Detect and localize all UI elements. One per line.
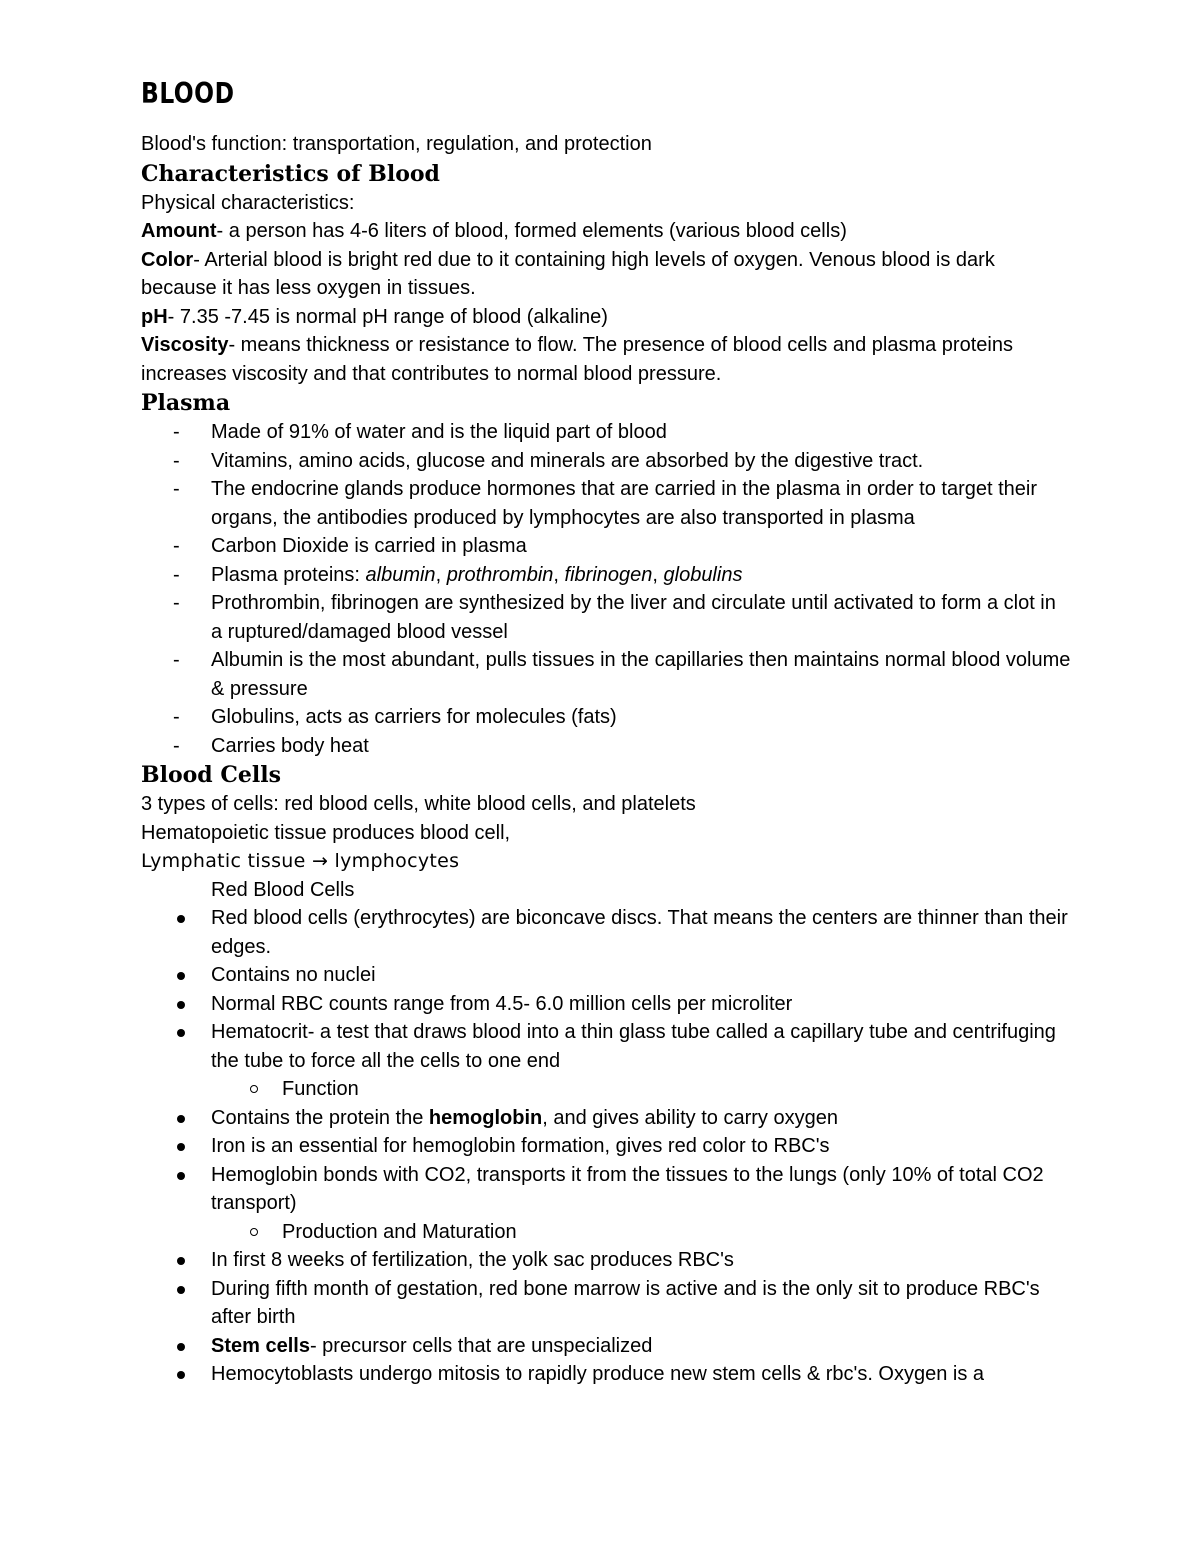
color-label: Color — [141, 248, 194, 271]
amount-paragraph — [141, 217, 1071, 246]
list-item-text: Carbon Dioxide is carried in plasma — [211, 535, 527, 557]
bullet-icon — [177, 915, 185, 923]
bullet-icon — [177, 972, 185, 980]
amount-text: - a person has 4-6 liters of blood, formed elements (various blood cells) — [216, 220, 847, 242]
list-item-text: Hemocytoblasts undergo mitosis to rapidly produce new stem cells & rbc's. Oxygen is a — [211, 1363, 985, 1385]
plasma-list — [141, 418, 1071, 760]
bullet-icon — [177, 1115, 185, 1123]
protein-fibrinogen: fibrinogen — [564, 563, 653, 586]
circle-bullet-icon — [250, 1228, 258, 1236]
list-item-text: Made of 91% of water and is the liquid part of blood — [211, 421, 667, 443]
color-paragraph — [141, 246, 1071, 303]
dash-marker: - — [173, 535, 180, 557]
amount-label: Amount — [141, 220, 217, 242]
protein-prothrombin: prothrombin — [446, 563, 554, 586]
list-item-text: Production and Maturation — [282, 1220, 517, 1243]
protein-globulins: globulins — [663, 563, 743, 586]
ph-paragraph — [141, 303, 1071, 332]
list-item — [141, 990, 1071, 1019]
hemoglobin-suffix: , and gives ability to carry oxygen — [542, 1106, 838, 1129]
list-item-text: In first 8 weeks of fertilization, the yolk sac produces RBC's — [211, 1249, 734, 1271]
list-item-text: Globulins, acts as carriers for molecules (fats) — [211, 706, 617, 728]
physical-characteristics-label: Physical characteristics: — [141, 191, 355, 214]
hemoglobin-item — [141, 1104, 1071, 1133]
dash-marker: - — [173, 478, 180, 500]
list-item-text: The endocrine glands produce hormones that are carried in the plasma in order to target their organs, the antibodies produced by lymphocytes are also transported in plasma — [211, 478, 1038, 529]
viscosity-paragraph — [141, 331, 1071, 388]
dash-marker: - — [173, 649, 180, 671]
list-item — [141, 1132, 1071, 1161]
hemoglobin-term: hemoglobin — [428, 1106, 543, 1129]
list-item — [141, 904, 1071, 961]
production-subheading — [141, 1218, 1071, 1247]
list-item — [141, 703, 1071, 732]
bullet-icon — [177, 1286, 185, 1294]
list-item-text: Vitamins, amino acids, glucose and minerals are absorbed by the digestive tract. — [211, 449, 924, 472]
intro-line: Blood's function: transportation, regulation, and protection — [141, 133, 652, 155]
document-page — [141, 72, 1071, 1389]
list-item-text: Normal RBC counts range from 4.5- 6.0 million cells per microliter — [211, 992, 793, 1015]
list-item — [141, 1360, 1071, 1389]
bullet-icon — [177, 1172, 185, 1180]
comma: , — [553, 563, 565, 586]
bullet-icon — [177, 1143, 185, 1151]
document-title: BLOOD — [141, 77, 235, 111]
list-item-text: Function — [282, 1078, 359, 1100]
rbc-list — [141, 904, 1071, 1389]
plasma-heading: Plasma — [141, 390, 231, 416]
lymphatic-line: Lymphatic tissue → lymphocytes — [141, 850, 460, 872]
list-item-text: Prothrombin, fibrinogen are synthesized by the liver and circulate until activated to form a clot in a ruptured/damaged blood vessel — [211, 592, 1056, 643]
rbc-subheading: Red Blood Cells — [211, 878, 355, 901]
hemoglobin-prefix: Contains the protein the — [211, 1106, 429, 1129]
bullet-icon — [177, 1029, 185, 1037]
stem-cells-term: Stem cells — [211, 1334, 310, 1357]
function-subheading — [141, 1075, 1071, 1104]
list-item-text: Albumin is the most abundant, pulls tissues in the capillaries then maintains normal blood volume & pressure — [211, 649, 1071, 700]
bullet-icon — [177, 1257, 185, 1265]
blood-cells-heading: Blood Cells — [141, 762, 281, 788]
list-item — [141, 1275, 1071, 1332]
hematopoietic-line: Hematopoietic tissue produces blood cell, — [141, 821, 511, 844]
stem-cells-item — [141, 1332, 1071, 1361]
dash-marker: - — [173, 706, 180, 728]
list-item-text: Hemoglobin bonds with CO2, transports it from the tissues to the lungs (only 10% of total CO2 transport) — [211, 1163, 1044, 1214]
ph-text: - 7.35 -7.45 is normal pH range of blood (alkaline) — [167, 305, 608, 328]
list-item-text: Carries body heat — [211, 734, 369, 757]
protein-albumin: albumin — [365, 563, 436, 586]
list-item — [141, 732, 1071, 761]
viscosity-label: Viscosity — [141, 334, 229, 356]
dash-marker: - — [173, 421, 180, 443]
bullet-icon — [177, 1343, 185, 1351]
list-item — [141, 1246, 1071, 1275]
characteristics-heading: Characteristics of Blood — [141, 160, 440, 187]
list-item — [141, 589, 1071, 646]
stem-cells-text: - precursor cells that are unspecialized — [309, 1334, 653, 1357]
list-item — [141, 646, 1071, 703]
list-item-text: During fifth month of gestation, red bone marrow is active and is the only sit to produce RBC's after birth — [211, 1277, 1040, 1328]
color-text: - Arterial blood is bright red due to it containing high levels of oxygen. Venous blood is dark because it has less oxygen in tissues. — [141, 248, 995, 299]
comma: , — [652, 563, 664, 586]
list-item-text: Contains no nuclei — [211, 964, 376, 986]
plasma-proteins-item — [141, 561, 1071, 590]
viscosity-text: - means thickness or resistance to flow. The presence of blood cells and plasma proteins increases viscosity and that contributes to normal blood pressure. — [141, 334, 1013, 385]
dash-marker: - — [173, 449, 180, 472]
circle-bullet-icon — [250, 1085, 258, 1093]
list-item-text: Hematocrit- a test that draws blood into a thin glass tube called a capillary tube and centrifuging the tube to force all the cells to one end — [211, 1021, 1056, 1072]
dash-marker: - — [173, 563, 180, 586]
list-item-text: Red blood cells (erythrocytes) are biconcave discs. That means the centers are thinner than their edges. — [211, 907, 1068, 958]
bullet-icon — [177, 1001, 185, 1009]
list-item — [141, 475, 1071, 532]
bullet-icon — [177, 1371, 185, 1379]
dash-marker: - — [173, 734, 180, 757]
proteins-prefix: Plasma proteins: — [211, 563, 366, 586]
comma: , — [435, 563, 447, 586]
list-item — [141, 1018, 1071, 1075]
list-item — [141, 447, 1071, 476]
dash-marker: - — [173, 592, 180, 614]
list-item — [141, 1161, 1071, 1218]
list-item — [141, 418, 1071, 447]
list-item-text: Iron is an essential for hemoglobin formation, gives red color to RBC's — [211, 1135, 830, 1157]
cell-types-line: 3 types of cells: red blood cells, white blood cells, and platelets — [141, 793, 696, 815]
list-item — [141, 532, 1071, 561]
ph-label: pH — [141, 305, 168, 328]
list-item — [141, 961, 1071, 990]
